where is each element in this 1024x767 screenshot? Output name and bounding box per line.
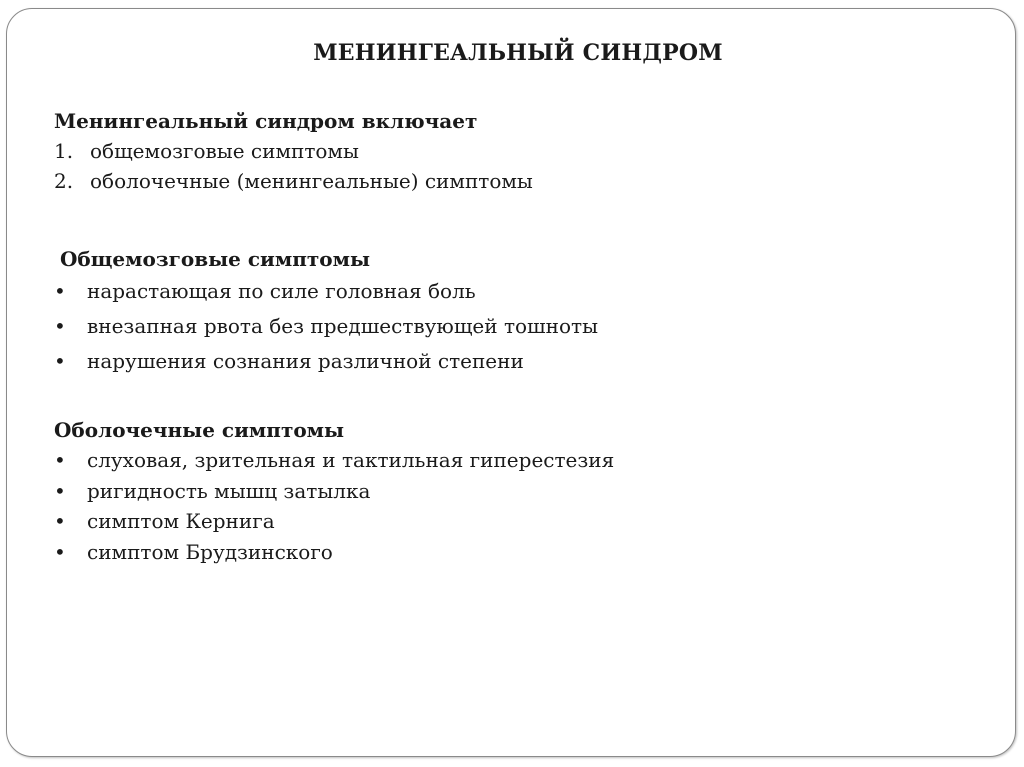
- numbered-item: [54, 136, 533, 166]
- bullet-icon: •: [54, 349, 66, 373]
- bullet-icon: •: [54, 478, 66, 503]
- meningeal-symptoms-section: [54, 415, 614, 567]
- item-text: общемозговые симптомы: [90, 139, 359, 163]
- intro-heading: Менингеальный синдром включает: [54, 109, 478, 133]
- item-number: 2.: [54, 169, 74, 193]
- item-number: 1.: [54, 139, 74, 163]
- general-symptoms-list: [54, 274, 598, 379]
- meningeal-symptoms-list: [54, 445, 614, 567]
- list-item: [54, 344, 598, 379]
- list-item: [54, 476, 614, 507]
- bullet-icon: •: [54, 509, 66, 533]
- list-item: [54, 274, 598, 309]
- bullet-icon: •: [54, 448, 66, 472]
- list-item-text: нарушения сознания различной степени: [87, 349, 524, 373]
- general-symptoms-heading: Общемозговые симптомы: [60, 247, 371, 271]
- list-item: [54, 506, 614, 537]
- bullet-icon: •: [54, 279, 66, 303]
- bullet-icon: •: [54, 539, 66, 564]
- numbered-item: [54, 166, 533, 196]
- list-item-text: слуховая, зрительная и тактильная гиперестезия: [87, 448, 615, 472]
- list-item: [54, 537, 614, 568]
- intro-section: [54, 106, 533, 196]
- list-item-text: нарастающая по силе головная боль: [87, 279, 476, 303]
- item-text: оболочечные (менингеальные) симптомы: [90, 169, 533, 193]
- list-item: [54, 309, 598, 344]
- list-item-text: симптом Брудзинского: [87, 539, 333, 564]
- list-item: [54, 445, 614, 476]
- list-item-text: ригидность мышц затылка: [87, 478, 371, 503]
- general-symptoms-section: [54, 244, 598, 379]
- meningeal-symptoms-heading: Оболочечные симптомы: [54, 418, 345, 442]
- bullet-icon: •: [54, 314, 66, 338]
- list-item-text: внезапная рвота без предшествующей тошноты: [87, 314, 598, 338]
- list-item-text: симптом Кернига: [87, 509, 275, 533]
- slide-title: МЕНИНГЕАЛЬНЫЙ СИНДРОМ: [313, 40, 723, 66]
